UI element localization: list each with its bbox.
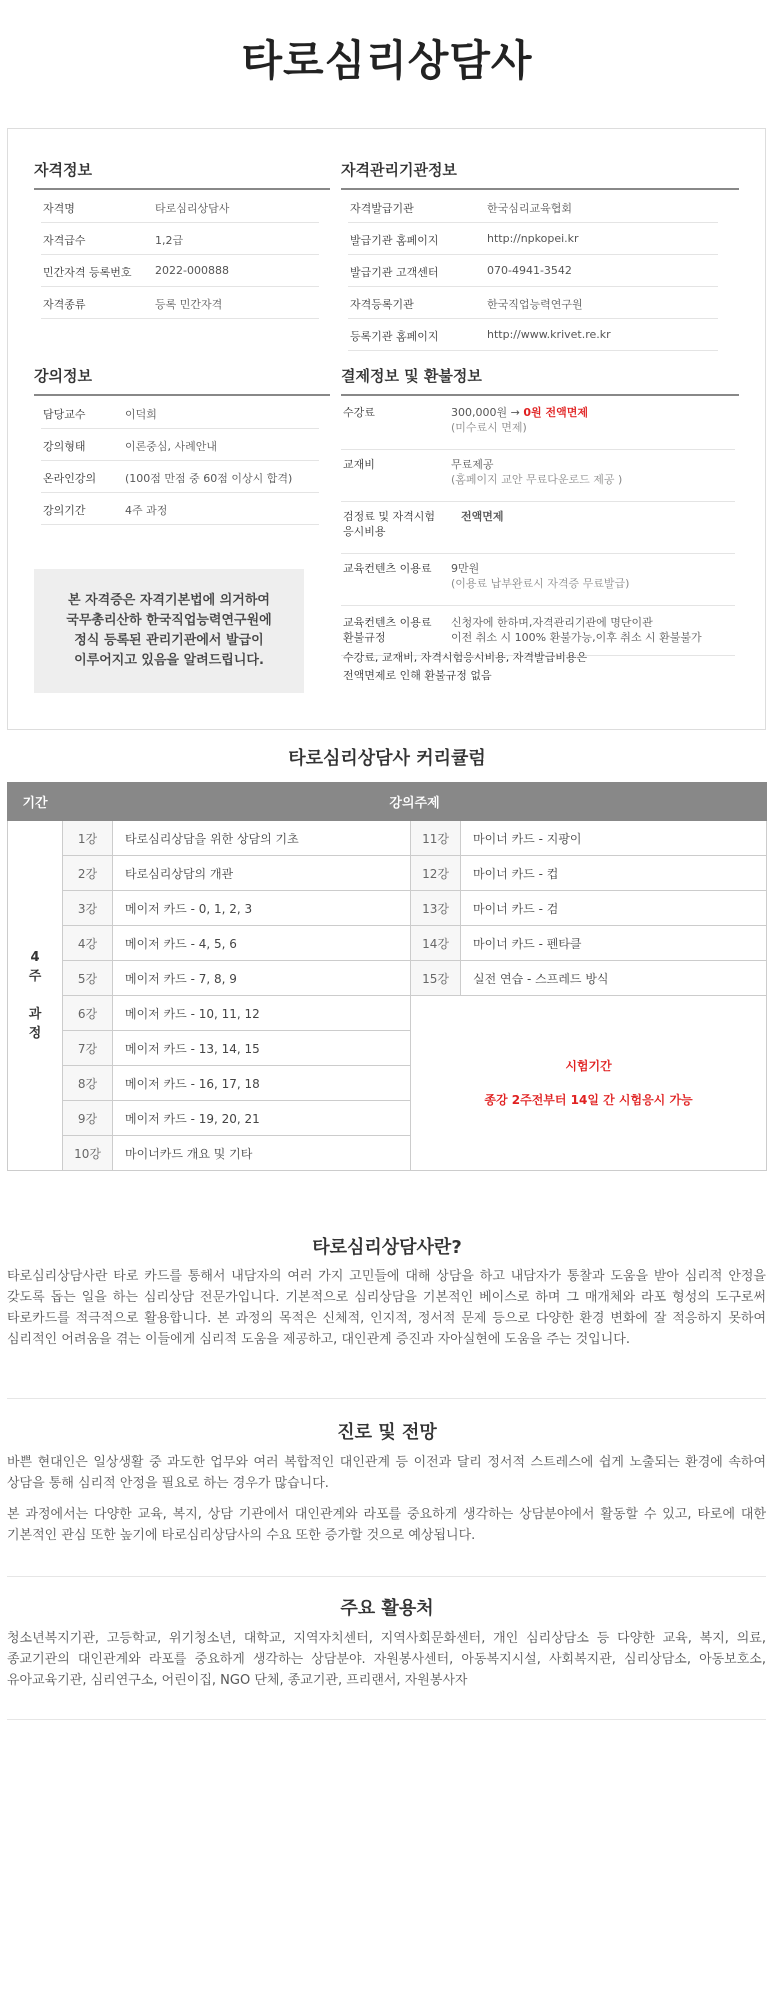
row-label: 교육컨텐츠 이용료	[343, 562, 432, 575]
refund-line-1: 신청자에 한하며,자격관리기관에 명단이관	[451, 616, 653, 629]
registry-homepage-link[interactable]: http://www.krivet.re.kr	[487, 328, 611, 341]
row-value: 2022-000888	[155, 264, 229, 277]
agency-row	[348, 287, 718, 319]
agency-row	[348, 255, 718, 287]
notice-line: 본 자격증은 자격기본법에 의거하여	[68, 593, 270, 608]
divider	[7, 1398, 766, 1399]
table-row	[8, 996, 767, 1031]
lecture-topic: 실전 연습 - 스프레드 방식	[461, 961, 767, 996]
lecture-topic: 메이저 카드 - 13, 14, 15	[113, 1031, 411, 1066]
row-label: 자격종류	[43, 298, 86, 311]
row-value: 070-4941-3542	[487, 264, 572, 277]
row-label	[343, 615, 432, 645]
lecture-topic: 마이너 카드 - 검	[461, 891, 767, 926]
lecture-row	[41, 493, 319, 525]
curriculum-table	[7, 782, 767, 1171]
tuition-price: 300,000원	[451, 406, 508, 419]
content-fee-value	[451, 561, 629, 591]
lecture-topic: 마이너 카드 - 펜타클	[461, 926, 767, 961]
row-value: 1,2급	[155, 234, 184, 247]
qualification-row	[41, 191, 319, 223]
lecture-number: 14강	[411, 926, 461, 961]
divider	[7, 1576, 766, 1577]
lecture-topic: 메이저 카드 - 10, 11, 12	[113, 996, 411, 1031]
payment-footer-line: 수강료, 교재비, 자격시험응시비용, 자격발급비용은	[343, 651, 588, 664]
period-text: 주	[28, 969, 42, 984]
textbook-value	[451, 457, 622, 487]
row-label: 교재비	[343, 458, 375, 471]
payment-footer-line: 전액면제로 인해 환불규정 없음	[343, 669, 492, 682]
lecture-topic: 메이저 카드 - 16, 17, 18	[113, 1066, 411, 1101]
lecture-topic: 마이너 카드 - 지팡이	[461, 821, 767, 856]
lecture-number: 1강	[63, 821, 113, 856]
table-row	[8, 856, 767, 891]
usage-heading: 주요 활용처	[340, 1598, 434, 1619]
row-value: (100점 만점 중 60점 이상시 합격)	[125, 472, 293, 485]
row-value: 한국직업능력연구원	[487, 298, 583, 311]
exam-description: 종강 2주전부터 14일 간 시험응시 가능	[484, 1093, 693, 1107]
textbook-price: 무료제공	[451, 458, 494, 471]
lecture-number: 7강	[63, 1031, 113, 1066]
about-heading: 타로심리상담사란?	[312, 1237, 462, 1258]
lecture-topic: 타로심리상담의 개관	[113, 856, 411, 891]
exam-fee-label-1: 검정료 및 자격시험	[343, 510, 436, 523]
agency-row	[348, 223, 718, 255]
agency-homepage-link[interactable]: http://npkopei.kr	[487, 232, 579, 245]
lecture-topic: 메이저 카드 - 4, 5, 6	[113, 926, 411, 961]
period-text: 과	[28, 1007, 42, 1022]
notice-line: 이루어지고 있음을 알려드립니다.	[74, 653, 264, 668]
period-header: 기간	[8, 783, 63, 821]
lecture-number: 10강	[63, 1136, 113, 1171]
payment-footer	[343, 649, 587, 685]
career-paragraph-1: 바쁜 현대인은 일상생활 중 과도한 업무와 여러 복합적인 대인관계 등 이전과 달리 정서적 스트레스에 쉽게 노출되는 환경에 속하여 상담을 통해 심리적 안정을 필요로 하는 경우가 많습니다.	[7, 1455, 766, 1491]
lecture-topic: 메이저 카드 - 19, 20, 21	[113, 1101, 411, 1136]
refund-label-2: 환불규정	[343, 631, 386, 644]
qualification-row	[41, 287, 319, 319]
row-value: 이덕희	[125, 408, 157, 421]
textbook-row	[341, 449, 735, 502]
row-label: 강의기간	[43, 504, 86, 517]
career-heading: 진로 및 전망	[337, 1422, 437, 1443]
row-value: 등록 민간자격	[155, 298, 223, 311]
row-label: 발급기관 홈페이지	[350, 234, 439, 247]
lecture-number: 6강	[63, 996, 113, 1031]
qualification-row	[41, 255, 319, 287]
lecture-topic: 타로심리상담을 위한 상담의 기초	[113, 821, 411, 856]
row-value: 타로심리상담사	[155, 202, 230, 215]
table-row	[8, 891, 767, 926]
table-header-row	[8, 783, 767, 821]
divider	[7, 1719, 766, 1720]
table-row	[8, 961, 767, 996]
lecture-number: 12강	[411, 856, 461, 891]
exam-fee-row	[341, 501, 735, 554]
lecture-number: 2강	[63, 856, 113, 891]
tuition-free-label: 0원 전액면제	[523, 406, 588, 419]
lecture-number: 15강	[411, 961, 461, 996]
textbook-note: (홈페이지 교안 무료다운로드 제공 )	[451, 473, 623, 486]
lecture-number: 8강	[63, 1066, 113, 1101]
qualification-row	[41, 223, 319, 255]
period-text: 정	[28, 1026, 42, 1041]
row-value: 한국심리교육협회	[487, 202, 573, 215]
lecture-number: 13강	[411, 891, 461, 926]
arrow-icon: →	[510, 406, 520, 419]
topic-header: 강의주제	[63, 783, 767, 821]
agency-heading: 자격관리기관정보	[341, 159, 739, 190]
lecture-topic: 마이너 카드 - 컵	[461, 856, 767, 891]
lecture-heading: 강의정보	[34, 365, 330, 396]
lecture-table	[41, 397, 319, 525]
row-label: 자격급수	[43, 234, 86, 247]
exam-period-cell	[411, 996, 767, 1171]
usage-body: 청소년복지기관, 고등학교, 위기청소년, 대학교, 지역자치센터, 지역사회문화센터, 개인 심리상담소 등 다양한 교육, 복지, 의료, 종교기관의 대인관계와 라포를 중요하게 생각하는 상담분야. 자원봉사센터, 아동복지시설, 사회복지관, 심리상담소, 아동보호소, 유아교육기관, 심리연구소, 어린이집, NGO 단체, 종교기관, 프리랜서, 자원봉사자	[7, 1631, 766, 1688]
notice-line: 정식 등록된 관리기관에서 발급이	[74, 633, 264, 648]
lecture-number: 3강	[63, 891, 113, 926]
refund-value	[451, 615, 702, 645]
lecture-topic: 마이너카드 개요 및 기타	[113, 1136, 411, 1171]
notice-box	[34, 569, 304, 693]
lecture-number: 9강	[63, 1101, 113, 1136]
row-label: 담당교수	[43, 408, 86, 421]
content-fee-note: (이용료 납부완료시 자격증 무료발급)	[451, 577, 630, 590]
content-fee-price: 9만원	[451, 562, 480, 575]
row-label: 온라인강의	[43, 472, 97, 485]
table-row	[8, 821, 767, 856]
tuition-value	[451, 405, 588, 435]
row-label: 수강료	[343, 406, 375, 419]
row-label: 자격발급기관	[350, 202, 414, 215]
qualification-table	[41, 191, 319, 319]
payment-heading: 결제정보 및 환불정보	[341, 365, 739, 396]
lecture-row	[41, 429, 319, 461]
page-title: 타로심리상담사	[241, 36, 533, 85]
lecture-row	[41, 397, 319, 429]
period-text: 4	[30, 950, 40, 965]
row-label: 강의형태	[43, 440, 86, 453]
about-body: 타로심리상담사란 타로 카드를 통해서 내담자의 여러 가지 고민들에 대해 상담을 하고 내담자가 통찰과 도움을 받아 심리적 안정을 갖도록 돕는 일을 하는 심리상담 전문가입니다. 기본적으로 심리상담을 기본적인 베이스로 하며 그 매개체와 라포 형성의 도구로써 타로카드를 적극적으로 활용합니다. 본 과정의 목적은 신체적, 인지적, 정서적 문제 등으로 다양한 환경 변화에 잘 적응하지 못하여 심리적인 어려움을 겪는 이들에게 심리적 도움을 제공하고, 대인관계 증진과 자아실현에 도움을 주는 것입니다.	[7, 1269, 766, 1347]
row-label: 자격명	[43, 202, 75, 215]
lecture-topic: 메이저 카드 - 7, 8, 9	[113, 961, 411, 996]
agency-row	[348, 191, 718, 223]
info-box	[7, 128, 766, 730]
career-paragraph-2: 본 과정에서는 다양한 교육, 복지, 상담 기관에서 대인관계와 라포를 중요하게 생각하는 상담분야에서 활동할 수 있고, 타로에 대한 기본적인 관심 또한 높기에 타로심리상담사의 수요 또한 증가할 것으로 예상됩니다.	[7, 1507, 766, 1543]
row-value: 이론중심, 사례안내	[125, 440, 218, 453]
row-label: 민간자격 등록번호	[43, 266, 132, 279]
refund-label-1: 교육컨텐츠 이용료	[343, 616, 432, 629]
lecture-row	[41, 461, 319, 493]
row-value: 4주 과정	[125, 504, 168, 517]
tuition-row	[341, 397, 735, 450]
row-label	[343, 509, 435, 539]
exam-fee-label-2: 응시비용	[343, 525, 386, 538]
refund-line-2: 이전 취소 시 100% 환불가능,이후 취소 시 환불불가	[451, 631, 702, 644]
period-cell	[8, 821, 63, 1171]
curriculum-title: 타로심리상담사 커리큘럼	[288, 748, 486, 769]
agency-row	[348, 319, 718, 351]
lecture-number: 5강	[63, 961, 113, 996]
lecture-topic: 메이저 카드 - 0, 1, 2, 3	[113, 891, 411, 926]
row-label: 발급기관 고객센터	[350, 266, 439, 279]
row-label: 자격등록기관	[350, 298, 414, 311]
lecture-number: 4강	[63, 926, 113, 961]
notice-line: 국무총리산하 한국직업능력연구원에	[66, 613, 272, 628]
table-row	[8, 926, 767, 961]
qualification-heading: 자격정보	[34, 159, 330, 190]
exam-title: 시험기간	[565, 1059, 612, 1073]
tuition-note: (미수료시 면제)	[451, 421, 527, 434]
content-fee-row	[341, 553, 735, 606]
exam-fee-value: 전액면제	[461, 510, 504, 523]
agency-table	[348, 191, 718, 351]
lecture-number: 11강	[411, 821, 461, 856]
row-label: 등록기관 홈페이지	[350, 330, 439, 343]
